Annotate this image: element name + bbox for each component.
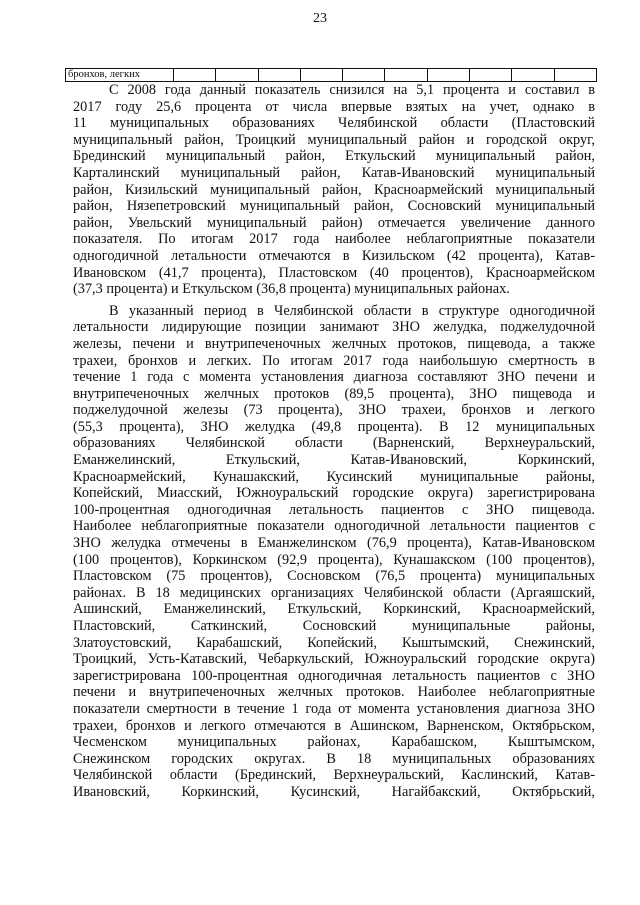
text-line: районах. В 18 медицинских организациях Челябинской области (Аргаяшский, <box>73 584 595 601</box>
page-number: 23 <box>313 11 327 26</box>
text-line: Ашинский, Еманжелинский, Еткульский, Коркинский, Красноармейский, <box>73 601 595 618</box>
text-line: одногодичной летальности отмечаются в Кизильском (42 процента), Катав- <box>73 247 595 264</box>
text-line: Златоустовский, Карабашский, Копейский, Кыштымский, Снежинский, <box>73 634 595 651</box>
text-line: зарегистрирована 100-процентная одногодичная летальность пациентов с ЗНО <box>73 667 595 684</box>
table-cell-empty <box>174 69 216 82</box>
text-line: показателя. По итогам 2017 года наиболее неблагоприятные показатели <box>73 231 595 248</box>
text-line: течение 1 года с момента установления диагноза составляют ЗНО печени и <box>73 369 595 386</box>
text-line: образованиях Челябинской области (Варненский, Верхнеуральский, <box>73 435 595 452</box>
text-line: (37,3 процента) и Еткульском (36,8 процента) муниципальных районах. <box>73 281 510 298</box>
text-line: Наиболее неблагоприятные показатели одногодичной летальности пациентов с <box>73 518 595 535</box>
text-line: Карталинский муниципальный район, Катав-Ивановский муниципальный <box>73 164 595 181</box>
paragraph <box>73 303 595 801</box>
text-line: внутрипеченочных желчных протоков (89,5 процента), ЗНО пищевода и <box>73 385 595 402</box>
table-cell-empty <box>554 69 596 82</box>
text-line: Пластовский, Саткинский, Сосновский муниципальные районы, <box>73 618 595 634</box>
table-cell-empty <box>258 69 300 82</box>
text-line: район, Кизильский муниципальный район, Красноармейский муниципальный <box>73 181 595 198</box>
text-line: район, Увельский муниципальный район) отмечается увеличение данного <box>73 214 595 231</box>
table-fragment-row <box>65 68 597 82</box>
text-line: Троицкий, Усть-Катавский, Чебаркульский, Южноуральский городские округа) <box>73 651 595 668</box>
text-line: С 2008 года данный показатель снизился на 5,1 процента и составил в <box>109 82 595 98</box>
table-row <box>66 69 597 82</box>
text-line: Копейский, Миасский, Южноуральский городские округа) зарегистрирована <box>73 485 595 502</box>
text-line: Ивановском (41,7 процента), Пластовском (40 процентов), Красноармейском <box>73 264 595 281</box>
text-line: железы, печени и внутрипеченочных желчных протоков, пищевода, а также <box>73 335 595 352</box>
text-line: В указанный период в Челябинской области в структуре одногодичной <box>109 302 595 319</box>
text-line: летальности лидирующие позиции занимают ЗНО желудка, поджелудочной <box>73 319 595 336</box>
table-cell-empty <box>512 69 554 82</box>
text-line: 2017 году 25,6 процента от числа впервые взятых на учет, однако в <box>73 98 595 115</box>
text-line: (55,3 процента), ЗНО желудка (49,8 процента). В 12 муниципальных <box>73 418 595 435</box>
text-line: Пластовском (75 процентов), Сосновском (76,5 процента) муниципальных <box>73 568 595 585</box>
table-cell-empty <box>216 69 258 82</box>
text-line: показатели смертности в течение 1 года от момента установления диагноза ЗНО <box>73 700 595 717</box>
text-line: трахеи, бронхов и легкого отмечаются в Ашинском, Варненском, Октябрьском, <box>73 717 595 734</box>
table-cell-empty <box>470 69 512 82</box>
paragraph <box>73 82 595 298</box>
table-cell-empty <box>300 69 342 82</box>
text-line: Еманжелинский, Еткульский, Катав-Ивановский, Коркинский, <box>73 452 595 469</box>
text-line: печени и внутрипеченочных желчных протоков. Наиболее неблагоприятные <box>73 684 595 701</box>
text-line: (100 процентов), Коркинском (92,9 процента), Кунашакском (100 процентов), <box>73 551 595 568</box>
text-line: район, Нязепетровский муниципальный район, Сосновский муниципальный <box>73 198 595 215</box>
text-line: Красноармейский, Кунашакский, Кусинский муниципальные районы, <box>73 468 595 485</box>
text-line: Брединский муниципальный район, Еткульский муниципальный район, <box>73 148 595 165</box>
text-line: трахеи, бронхов и легких. По итогам 2017 года наибольшую смертность в <box>73 352 595 369</box>
table-cell-label: бронхов, легких <box>66 69 174 82</box>
text-line: поджелудочной железы (73 процента), ЗНО трахеи, бронхов и легкого <box>73 402 595 419</box>
table-cell-empty <box>343 69 385 82</box>
text-line: Снежинском городских округах. В 18 муниципальных образованиях <box>73 750 595 767</box>
text-line: Чесменском муниципальных районах, Карабашском, Кыштымском, <box>73 734 595 751</box>
table-cell-empty <box>427 69 469 82</box>
text-line: ЗНО желудка отмечены в Еманжелинском (76,9 процента), Катав-Ивановском <box>73 535 595 552</box>
text-line: 11 муниципальных образованиях Челябинской области (Пластовский <box>73 115 595 132</box>
document-body <box>73 82 595 801</box>
text-line: Ивановский, Коркинский, Кусинский, Нагайбакский, Октябрьский, <box>73 783 595 800</box>
text-line: 100-процентная одногодичная летальность пациентов с ЗНО пищевода. <box>73 501 595 518</box>
text-line: муниципальный район, Троицкий муниципальный район и городской округ, <box>73 131 595 148</box>
table-cell-empty <box>385 69 427 82</box>
text-line: Челябинской области (Брединский, Верхнеуральский, Каслинский, Катав- <box>73 767 595 784</box>
